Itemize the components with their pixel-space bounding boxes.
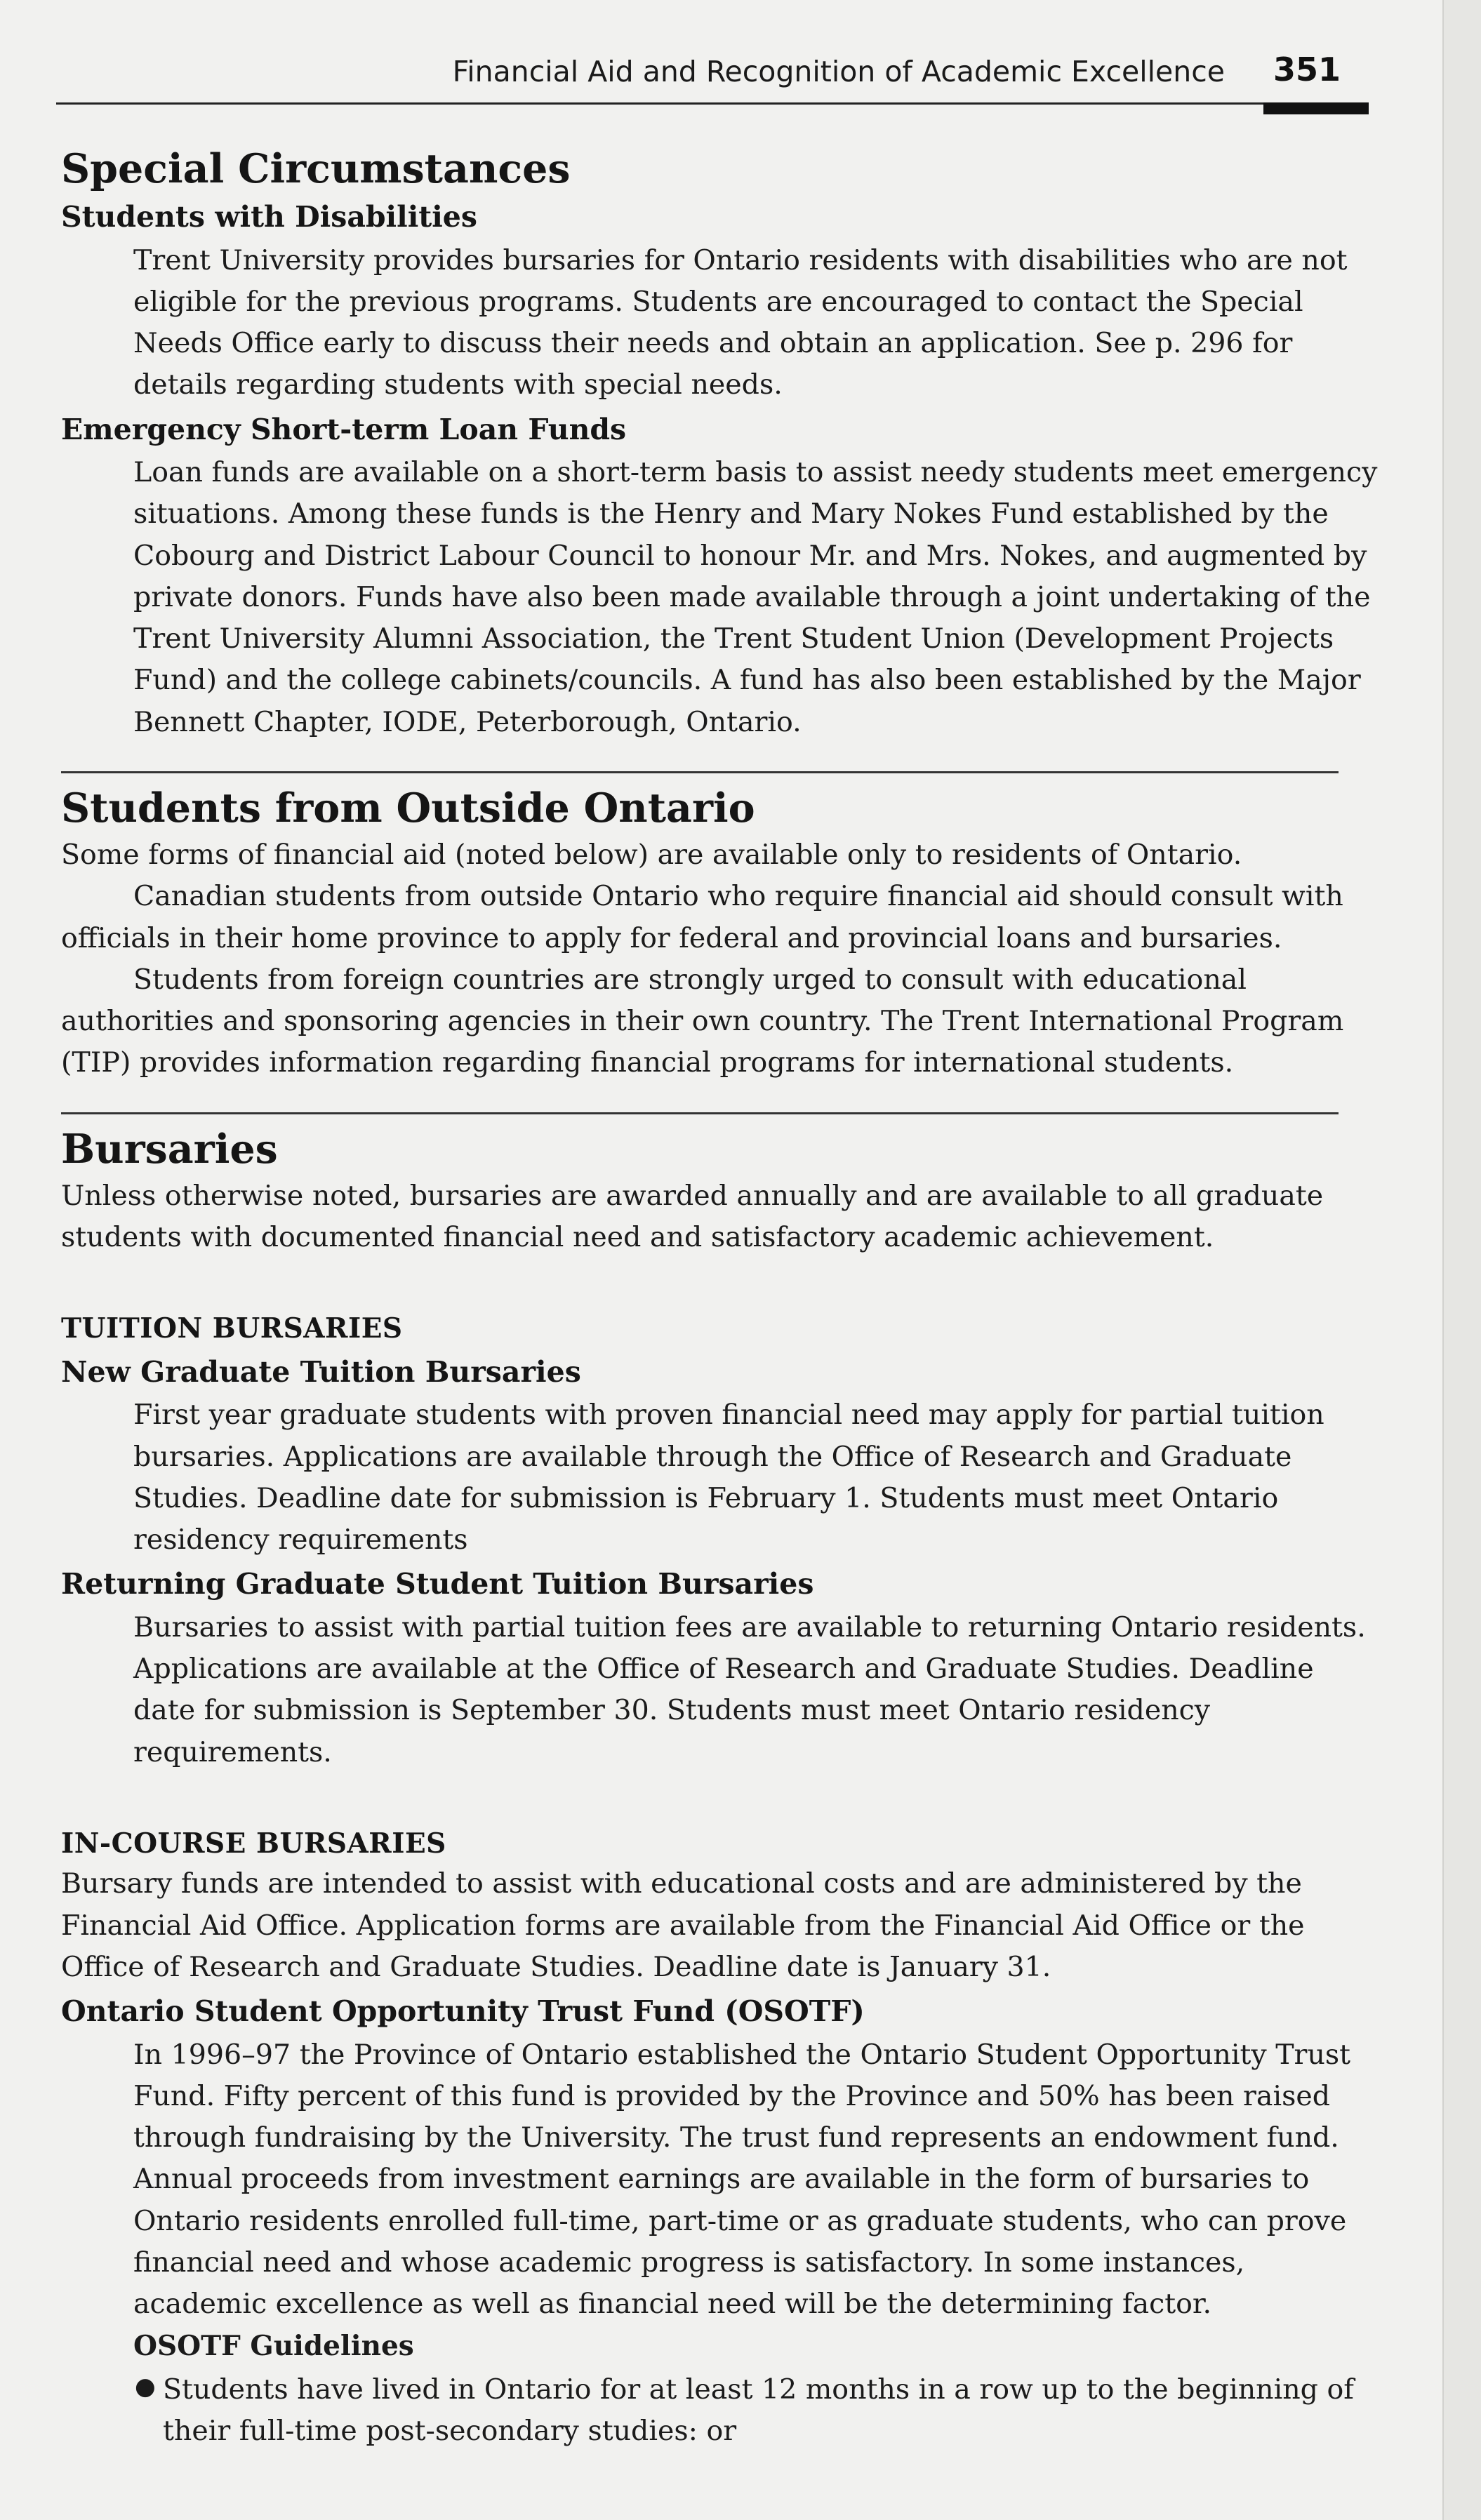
paragraph-in-course: Bursary funds are intended to assist with educational costs and are administered by the Financial Aid Office. Application forms are available from the Financial Aid Office or the Office of Research and Graduate Studies. Deadline date is January 31.	[61, 1867, 1305, 1983]
paragraph-new-graduate: First year graduate students with proven financial need may apply for partial tuition bursaries. Applications are available through the Office of Research and Graduate Studies. Deadline date for submission is February 1. Students must meet Ontario residency requirements	[133, 1399, 1324, 1556]
spacer	[61, 1258, 1381, 1309]
spacer	[61, 1773, 1381, 1824]
page-content	[61, 144, 1381, 2452]
heading-students-with-disabilities: Students with Disabilities	[61, 200, 477, 234]
section-bursaries	[61, 1124, 1381, 2453]
running-header	[63, 49, 1369, 98]
paragraph-emergency-loans: Loan funds are available on a short-term basis to assist needy students meet emergency situations. Among these funds is the Henry and Mary Nokes Fund established by the Cobourg and District Labour Council to honour Mr. and Mrs. Nokes, and augmented by private donors. Funds have also been made available through a joint undertaking of the Trent University Alumni Association, the Trent Student Union (Development Projects Fund) and the college cabinets/councils. A fund has also been established by the Major Bennett Chapter, IODE, Peterborough, Ontario.	[133, 456, 1378, 738]
heading-emergency-loan-funds: Emergency Short-term Loan Funds	[61, 412, 627, 446]
heading-new-graduate-tuition: New Graduate Tuition Bursaries	[61, 1354, 581, 1389]
section-divider	[61, 771, 1339, 773]
heading-osotf-guidelines: OSOTF Guidelines	[133, 2330, 414, 2363]
header-rule	[56, 102, 1369, 105]
section-title-outside: Students from Outside Ontario	[61, 784, 755, 832]
section-title-bursaries: Bursaries	[61, 1125, 278, 1173]
paragraph-returning-graduate: Bursaries to assist with partial tuition fees are available to returning Ontario residents. Applications are available at the Office of Research and Graduate Studies. Deadline date for submission is September 30. Students must meet Ontario residency requirements.	[133, 1611, 1366, 1768]
header-tab-mark	[1263, 102, 1369, 114]
bullet-icon: ●	[135, 2372, 156, 2401]
page-edge-shadow	[1442, 0, 1481, 2520]
section-outside-ontario	[61, 783, 1381, 1084]
paragraph-outside-3: Students from foreign countries are strongly urged to consult with educational authorities and sponsoring agencies in their own country. The Trent International Program (TIP) provides information regarding financial programs for international students.	[61, 963, 1344, 1079]
heading-tuition-bursaries: TUITION BURSARIES	[61, 1312, 403, 1345]
paragraph-osotf: In 1996–97 the Province of Ontario established the Ontario Student Opportunity Trust Fund. Fifty percent of this fund is provided by the Province and 50% has been raised through fundraising by the University. The trust fund represents an endowment fund. Annual proceeds from investment earnings are available in the form of bursaries to Ontario residents enrolled full-time, part-time or as graduate students, who can prove financial need and whose academic progress is satisfactory. In some instances, academic excellence as well as financial need will be the determining factor.	[133, 2038, 1351, 2321]
heading-osotf: Ontario Student Opportunity Trust Fund (OSOTF)	[61, 1994, 865, 2029]
guideline-text: Students have lived in Ontario for at least 12 months in a row up to the beginning of their full-time post-secondary studies: or	[163, 2373, 1354, 2448]
heading-returning-graduate: Returning Graduate Student Tuition Bursaries	[61, 1567, 814, 1601]
page-number: 351	[1273, 51, 1341, 88]
paragraph-bursaries-intro: Unless otherwise noted, bursaries are awarded annually and are available to all graduate students with documented financial need and satisfactory academic achievement.	[61, 1179, 1324, 1254]
running-title: Financial Aid and Recognition of Academic Excellence	[452, 55, 1225, 88]
osotf-guidelines-list	[61, 2369, 1381, 2453]
paragraph-outside-2: Canadian students from outside Ontario who require financial aid should consult with officials in their home province to apply for federal and provincial loans and bursaries.	[61, 880, 1343, 954]
list-item	[135, 2369, 1381, 2453]
heading-in-course-bursaries: IN-COURSE BURSARIES	[61, 1827, 446, 1860]
section-special-circumstances	[61, 144, 1381, 743]
section-title-special: Special Circumstances	[61, 145, 571, 192]
paragraph-disabilities: Trent University provides bursaries for Ontario residents with disabilities who are not eligible for the previous programs. Students are encouraged to contact the Special Needs Office early to discuss their needs and obtain an application. See p. 296 for details regarding students with special needs.	[133, 244, 1348, 401]
section-divider	[61, 1112, 1339, 1114]
paragraph-outside-1: Some forms of financial aid (noted below) are available only to residents of Ontario.	[61, 839, 1242, 872]
